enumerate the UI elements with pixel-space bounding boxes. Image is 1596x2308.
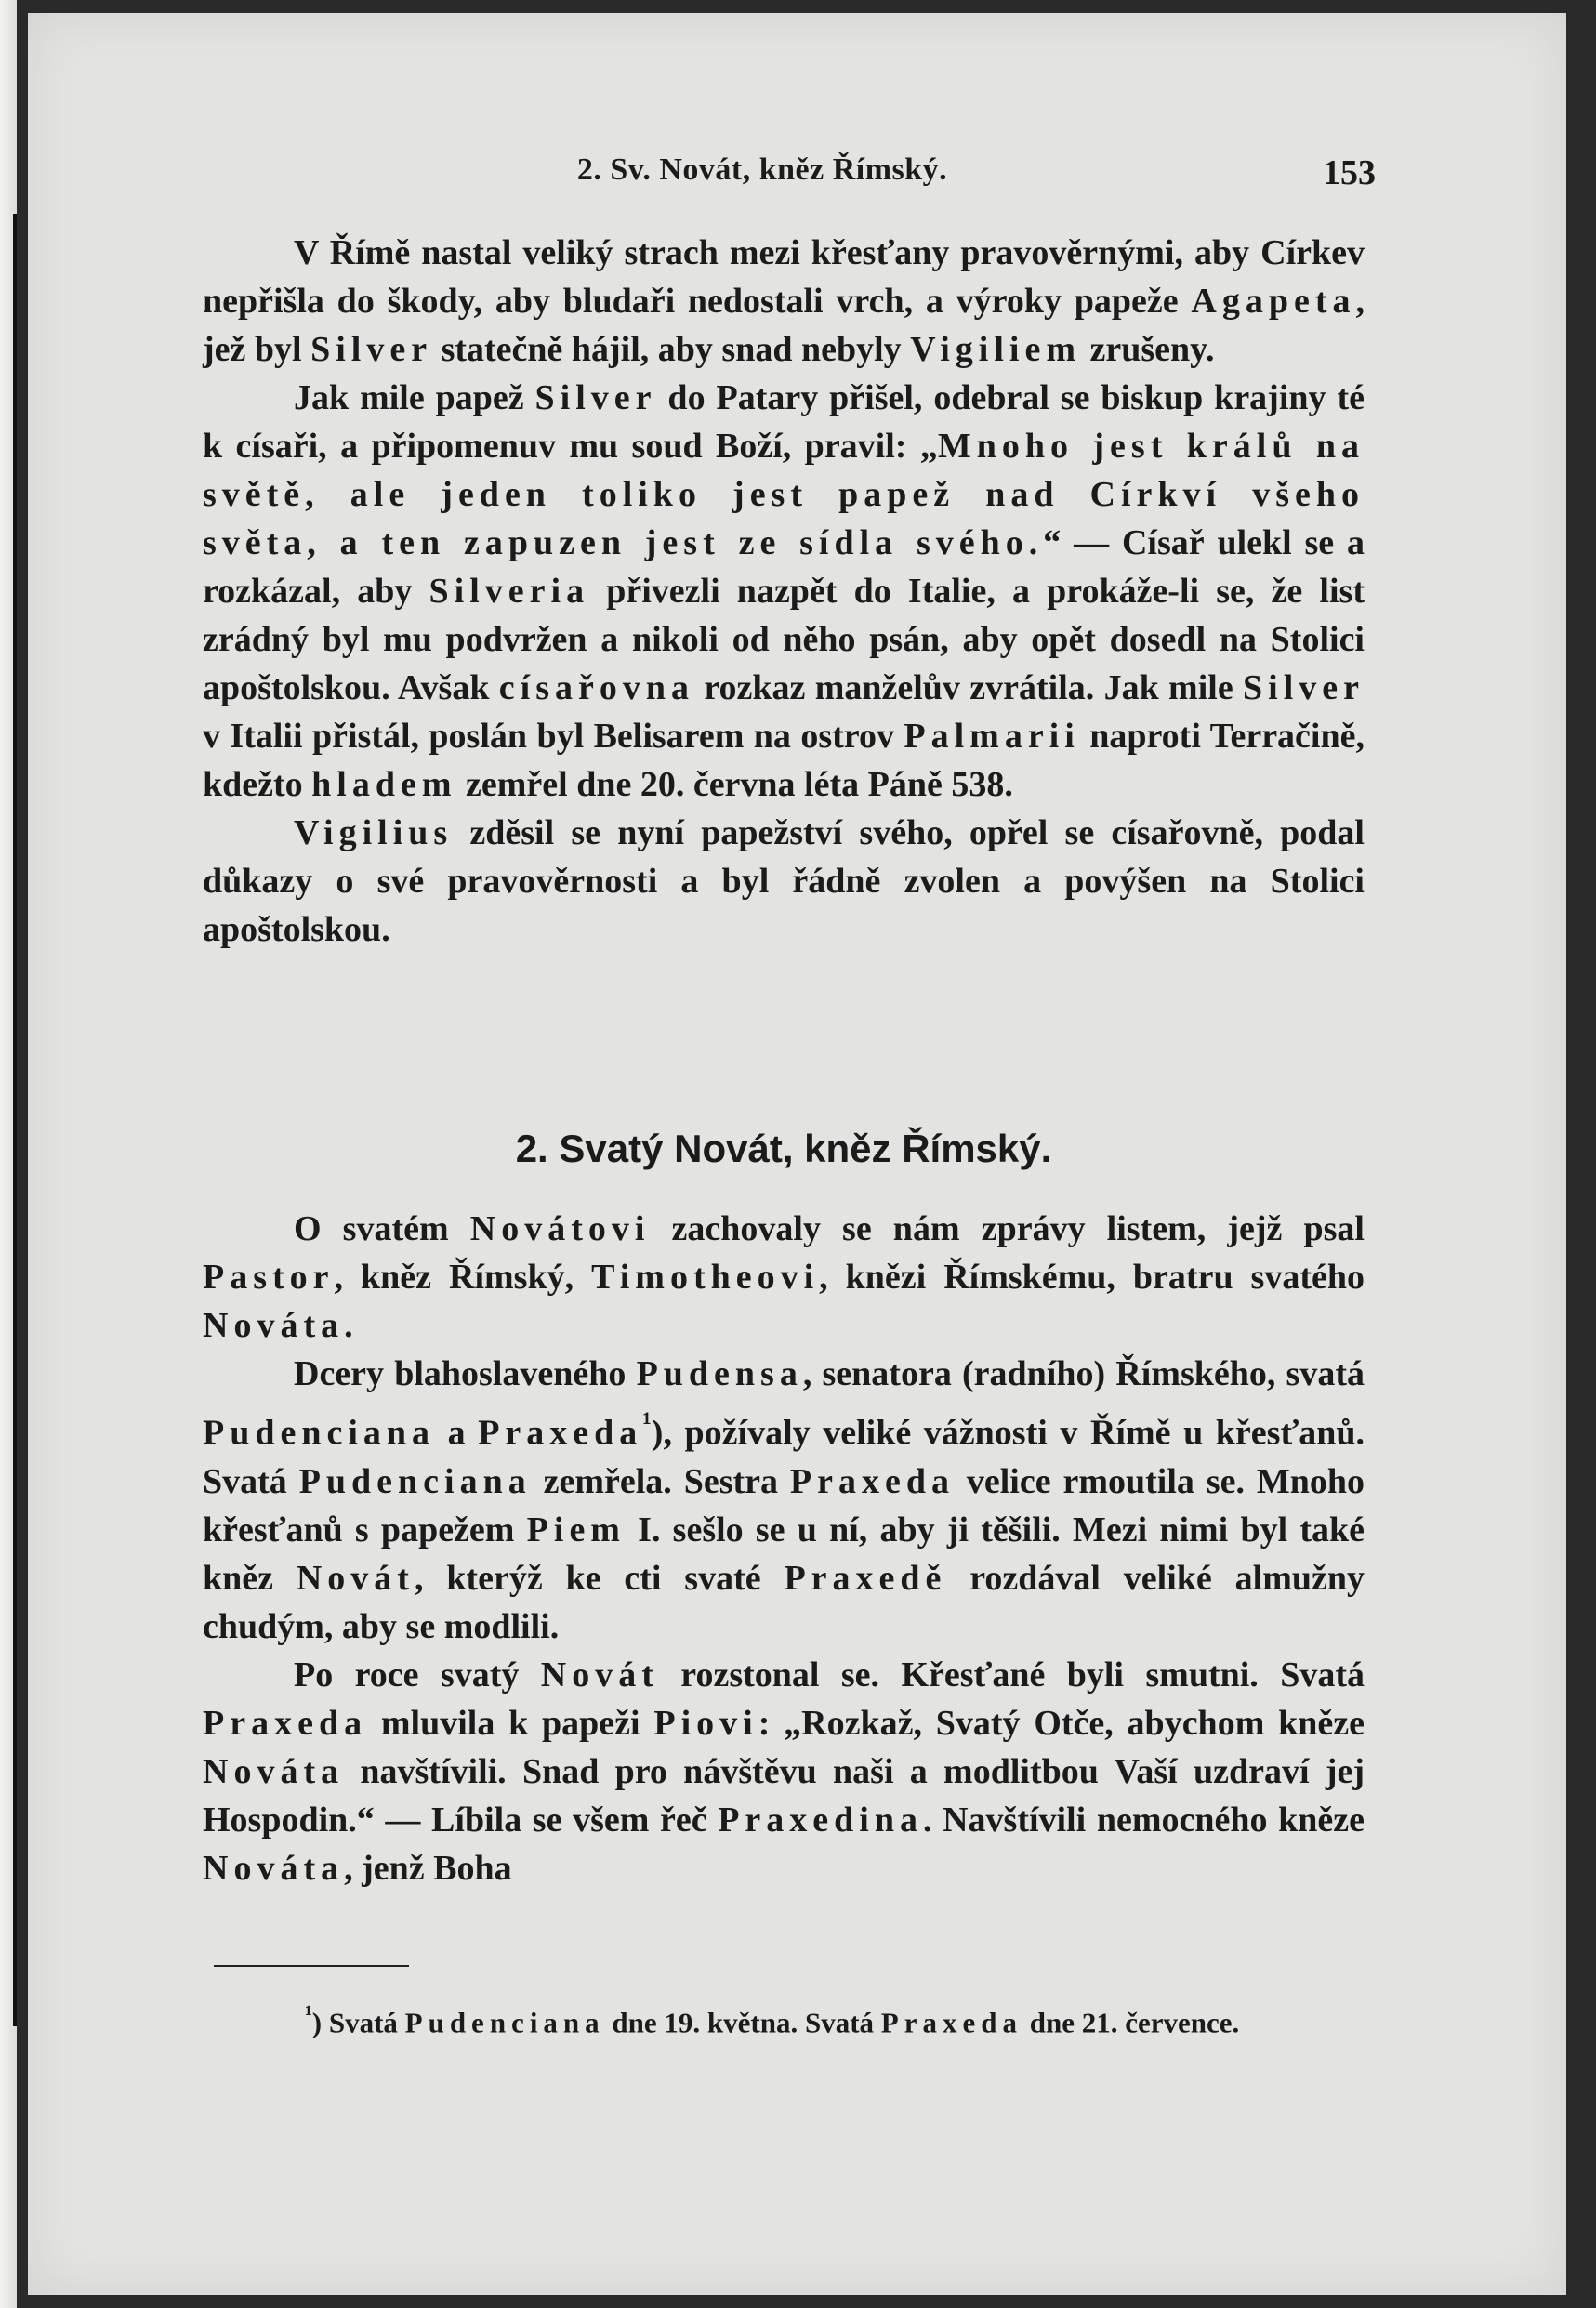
section-title: 2. Svatý Novát, kněz Římský. (515, 1127, 1052, 1170)
running-title: 2. Sv. Novát, kněz Římský. (576, 152, 948, 187)
text-block-silverius (203, 229, 1365, 954)
paragraph: Po roce svatý Novát rozstonal se. Křesťané byli smutni. Svatá Praxeda mluvila k papeži Piovi: „Rozkaž, Svatý Otče, abychom kněze Nováta navštívili. Snad pro návštěvu naši a modlitbou Vaší uzdraví jej Hospodin.“ — Líbila se všem řeč Praxedina. Navštívili nemocného kněze Nováta, jenž Boha (203, 1655, 1365, 1888)
paragraph: O svatém Novátovi zachovaly se nám zprávy listem, jejž psal Pastor, kněz Římský, Timotheovi, knězi Římskému, bratru svatého Nováta. (203, 1209, 1365, 1345)
text-block-novat (203, 1205, 1365, 1893)
page-number: 153 (1323, 153, 1376, 192)
book-page (28, 13, 1566, 2295)
footnote-divider (214, 1965, 409, 1967)
footnote-marker: ¹ (642, 1405, 652, 1438)
binding-line (13, 214, 17, 2026)
page-header (167, 152, 1376, 208)
paragraph: V Římě nastal veliký strach mezi křesťany pravověrnými, aby Církev nepřišla do škody, aby bludaři nedostali vrch, a výroky papeže Agapeta, jež byl Silver statečně hájil, aby snad nebyly Vigiliem zrušeny. (203, 233, 1365, 369)
paragraph: Vigilius zděsil se nyní papežství svého, opřel se císařovně, podal důkazy o své pravověrnosti a byl řádně zvolen a povýšen na Stolici apoštolskou. (203, 813, 1365, 949)
footnote: $^{^1}$) Svatá Pudenciana dne 19. května. Svatá Praxeda dne 21. července. (305, 2000, 1240, 2039)
paragraph: Dcery blahoslaveného Pudensa, senatora (radního) Římského, svatá Pudenciana a Praxeda$^{^1}$), požívaly veliké vážnosti v Římě u křesťanů. Svatá Pudenciana zemřela. Sestra Praxeda velice rmoutila se. Mnoho křesťanů s papežem Piem I. sešlo se u ní, aby ji těšili. Mezi nimi byl také kněz Novát, kterýž ke cti svaté Praxedě rozdával veliké almužny chudým, aby se modlili. (203, 1354, 1365, 1646)
paragraph: Jak mile papež Silver do Patary přišel, odebral se biskup krajiny té k císaři, a připomenuv mu soud Boží, pravil: „Mnoho jest králů na světě, ale jeden toliko jest papež nad Církví všeho světa, a ten zapuzen jest ze sídla svého.“ — Císař ulekl se a rozkázal, aby Silveria přivezli nazpět do Italie, a prokáže-li se, že list zrádný byl mu podvržen a nikoli od něho psán, aby opět dosedl na Stolici apoštolskou. Avšak císařovna rozkaz manželův zvrátila. Jak mile Silver v Italii přistál, poslán byl Belisarem na ostrov Palmarii naproti Terračině, kdežto hladem zemřel dne 20. června léta Páně 538. (203, 378, 1365, 804)
